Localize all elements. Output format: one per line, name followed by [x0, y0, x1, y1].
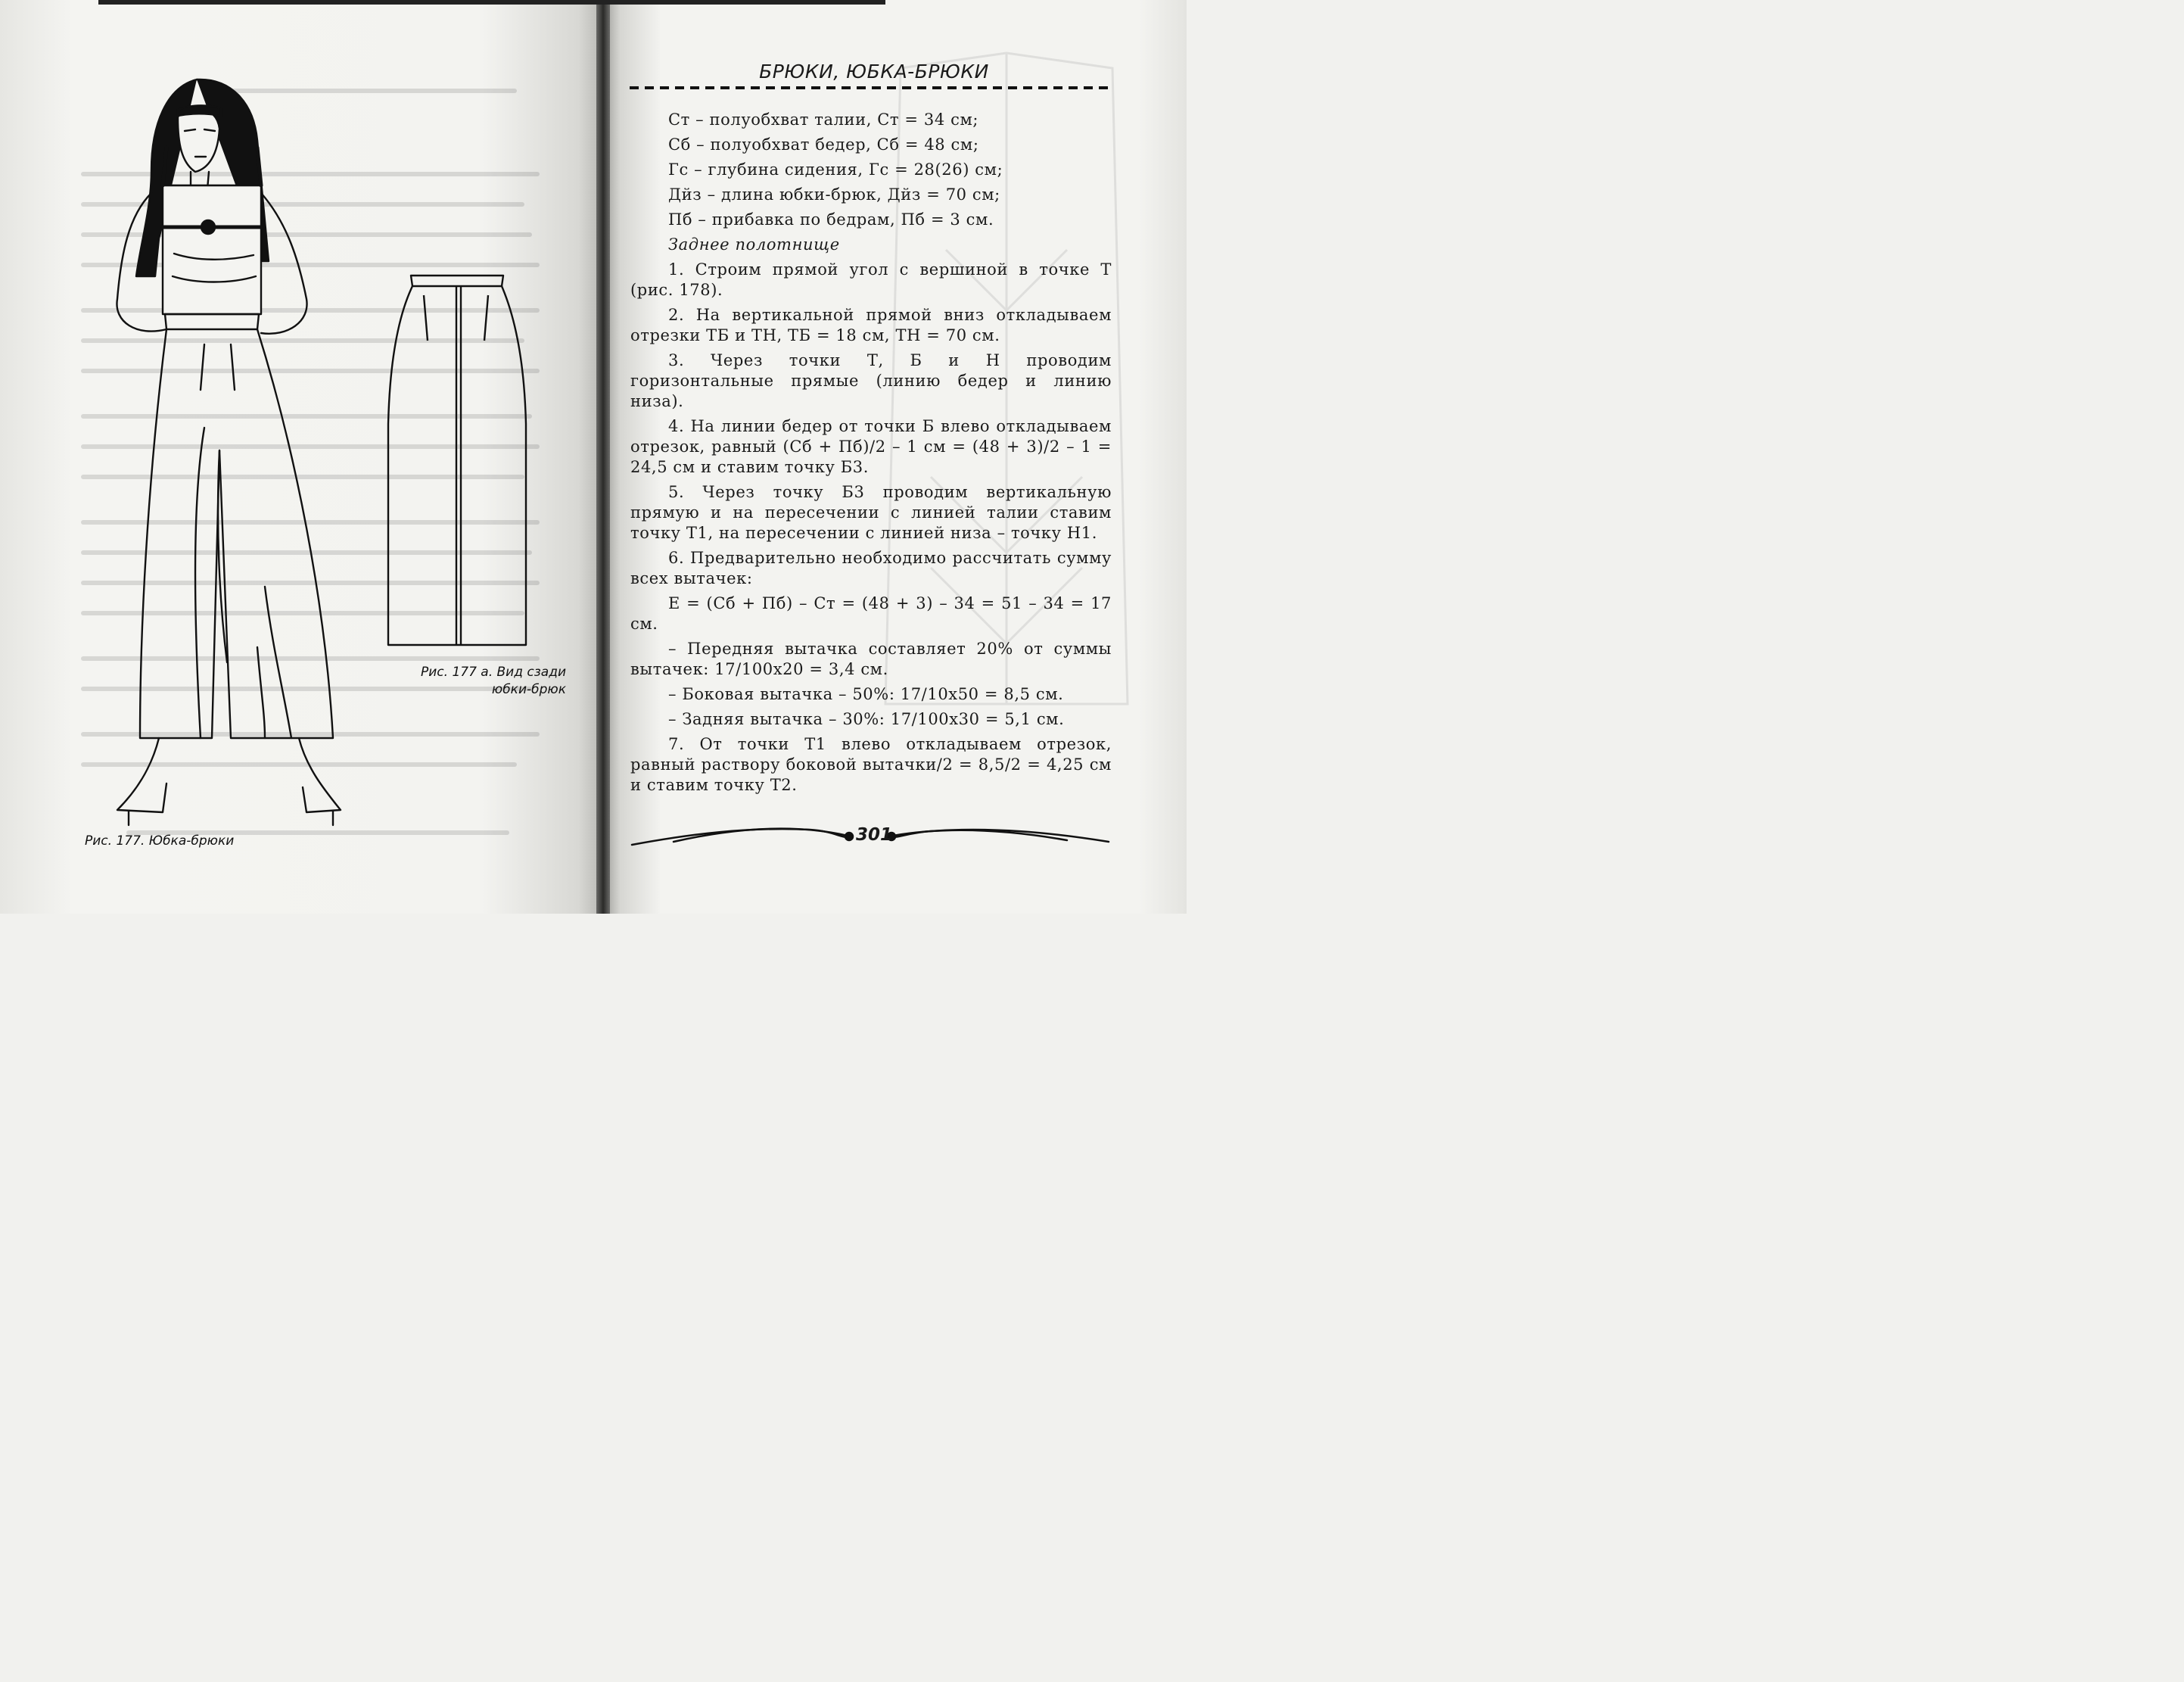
step-paragraph: 6. Предварительно необходимо рассчитать сумму всех вытачек:	[630, 549, 1112, 587]
page-number: 301	[855, 825, 892, 845]
step-paragraph: – Задняя вытачка – 30%: 17/100x30 = 5,1 см.	[668, 710, 1065, 728]
fig-177a-caption	[394, 664, 566, 699]
step-paragraph: 7. От точки Т1 влево откладываем отрезок, равный раствору боковой вытачки/2 = 8,5/2 = 4,25 см и ставим точку Т2.	[630, 735, 1112, 794]
step-paragraph: 4. На линии бедер от точки Б влево откладываем отрезок, равный (Cб + Пб)/2 – 1 см = (48 + 3)/2 – 1 = 24,5 см и ставим точку Б3.	[630, 417, 1112, 476]
step-paragraph: 5. Через точку Б3 проводим вертикальную прямую и на пересечении с линией талии ставим точку Т1, на пересечении с линией низа – точку Н1.	[630, 483, 1112, 542]
fig-177a-back-view-drawing	[382, 273, 534, 651]
measurement-line: Cт – полуобхват талии, Cт = 34 см;	[668, 111, 979, 129]
step-paragraph: 1. Строим прямой угол с вершиной в точке Т (рис. 178).	[630, 260, 1112, 299]
measurement-line: Гс – глубина сидения, Гс = 28(26) см;	[668, 160, 1003, 179]
formula-paragraph: Е = (Cб + Пб) – Cт = (48 + 3) – 34 = 51 – 34 = 17 см.	[630, 594, 1112, 633]
book-spine	[596, 0, 610, 914]
section-heading: Заднее полотнище	[668, 235, 840, 254]
measurement-line: Дйз – длина юбки-брюк, Дйз = 70 см;	[668, 185, 1000, 204]
fig-177a-caption-line-2: юбки-брюк	[491, 682, 566, 697]
step-paragraph: 2. На вертикальной прямой вниз откладываем отрезки ТБ и ТН, ТБ = 18 см, ТН = 70 см.	[630, 306, 1112, 344]
fig-177-woman-illustration	[106, 72, 401, 829]
book-spread	[0, 0, 1187, 914]
body-text	[630, 110, 1112, 800]
step-paragraph: 3. Через точки Т, Б и Н проводим горизонтальные прямые (линию бедер и линию низа).	[630, 351, 1112, 410]
fig-177-caption: Рис. 177. Юбка-брюки	[85, 833, 235, 849]
page-top-edge	[98, 0, 885, 5]
measurement-line: Пб – прибавка по бедрам, Пб = 3 см.	[668, 210, 994, 229]
running-head-dashed-rule	[630, 86, 1114, 90]
fig-177a-caption-line-1: Рис. 177 а. Вид сзади	[420, 665, 566, 680]
step-paragraph: – Боковая вытачка – 50%: 17/10x50 = 8,5 см.	[668, 685, 1064, 703]
measurement-line: Cб – полуобхват бедер, Cб = 48 см;	[668, 135, 979, 154]
step-paragraph: – Передняя вытачка составляет 20% от суммы вытачек: 17/100x20 = 3,4 см.	[630, 640, 1112, 678]
running-head: БРЮКИ, ЮБКА-БРЮКИ	[759, 61, 989, 83]
